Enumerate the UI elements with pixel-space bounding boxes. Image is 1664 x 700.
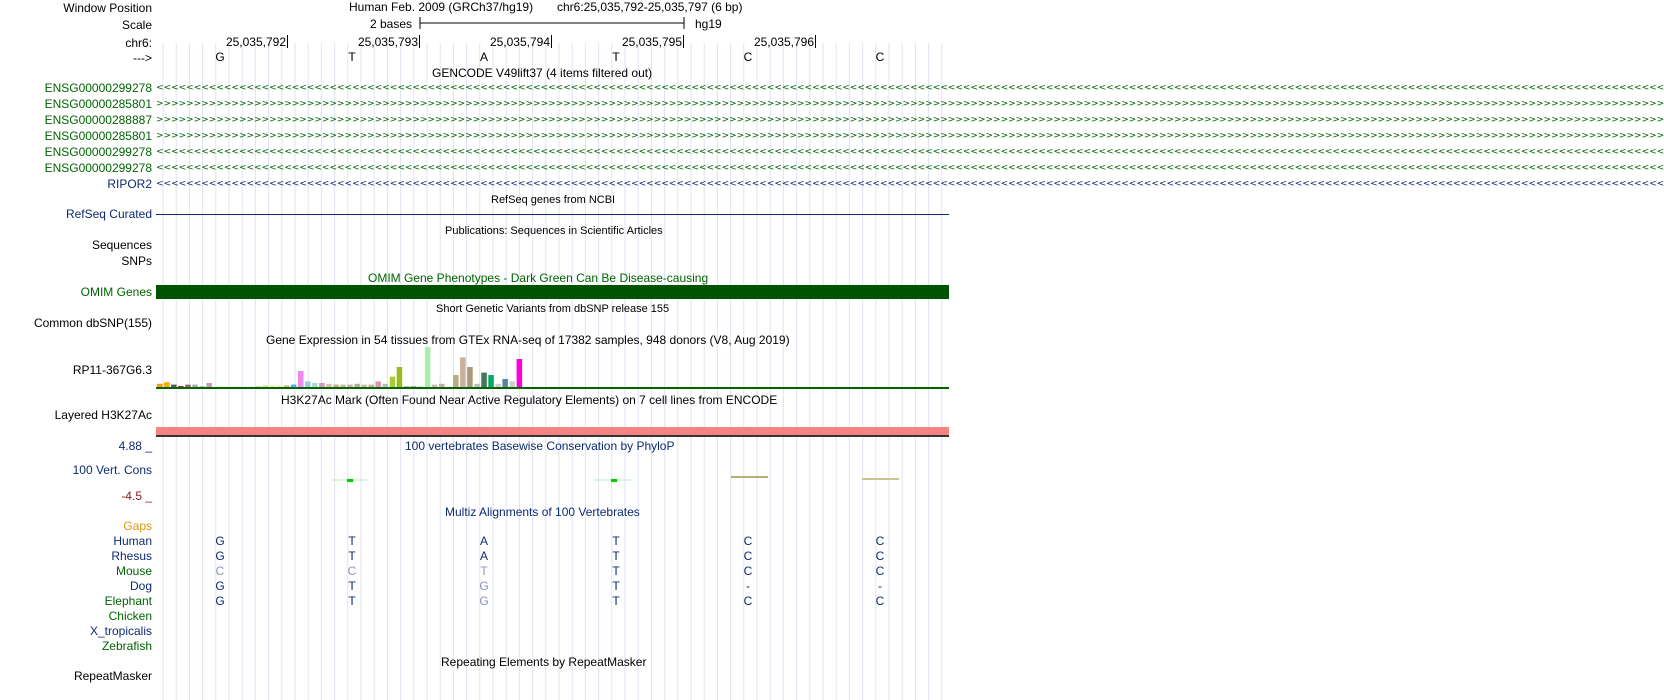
chrom-label: chr6: xyxy=(125,36,152,50)
gtex-tissue-bar[interactable] xyxy=(185,385,191,387)
alignment-base: T xyxy=(612,549,620,563)
cons-mark xyxy=(611,479,617,482)
multiz-title[interactable]: Multiz Alignments of 100 Vertebrates xyxy=(445,505,640,519)
gencode-gene-bar[interactable]: >>>>>>>>>>>>>>>>>>>>>>>>>>>>>>>>>>>>>>>>>>>>>>>>>>>>>>>>>>>>>>>>>>>>>>>>>>>>>>>>>>>>>>>>>>>>>>>>>>>>>>>>>>>>>>>>>>>>>>>>>>>>>>>>>>>>>>>>>>>>>>>>>>>>>>>>>>>>>>>>>>>>>>>>>>>>>>>>>>>>>>>>>>>>>>>>>>>>>>>> xyxy=(156,99,1664,109)
alignment-base: T xyxy=(348,534,356,548)
alignment-base: T xyxy=(480,564,488,578)
gtex-tissue-bar[interactable] xyxy=(502,379,508,387)
gtex-gene-label[interactable]: RP11-367G6.3 xyxy=(72,363,152,377)
base-letter: C xyxy=(875,50,885,64)
alignment-base: C xyxy=(875,549,885,563)
gtex-tissue-bar[interactable] xyxy=(206,383,212,387)
alignment-base: A xyxy=(479,534,488,548)
gtex-tissue-bar[interactable] xyxy=(453,375,459,387)
gencode-gene-bar[interactable]: >>>>>>>>>>>>>>>>>>>>>>>>>>>>>>>>>>>>>>>>>>>>>>>>>>>>>>>>>>>>>>>>>>>>>>>>>>>>>>>>>>>>>>>>>>>>>>>>>>>>>>>>>>>>>>>>>>>>>>>>>>>>>>>>>>>>>>>>>>>>>>>>>>>>>>>>>>>>>>>>>>>>>>>>>>>>>>>>>>>>>>>>>>>>>>>>>>>>>>>> xyxy=(156,131,1664,141)
species-label[interactable]: Human xyxy=(113,534,152,548)
base-letter: T xyxy=(612,50,620,64)
gtex-tissue-bar[interactable] xyxy=(517,359,523,387)
alignment-base: - xyxy=(878,579,882,593)
assembly-title: Human Feb. 2009 (GRCh37/hg19) xyxy=(349,0,534,14)
alignment-base: G xyxy=(215,579,225,593)
gtex-tissue-bar[interactable] xyxy=(446,386,452,387)
scale-label: Scale xyxy=(121,18,152,32)
ruler-tick xyxy=(683,35,684,48)
ruler-position: 25,035,792 xyxy=(225,35,286,49)
gtex-tissue-bar[interactable] xyxy=(418,386,424,387)
publications-title[interactable]: Publications: Sequences in Scientific Articles xyxy=(445,225,663,237)
gencode-gene-bar[interactable]: <<<<<<<<<<<<<<<<<<<<<<<<<<<<<<<<<<<<<<<<<<<<<<<<<<<<<<<<<<<<<<<<<<<<<<<<<<<<<<<<<<<<<<<<<<<<<<<<<<<<<<<<<<<<<<<<<<<<<<<<<<<<<<<<<<<<<<<<<<<<<<<<<<<<<<<<<<<<<<<<<<<<<<<<<<<<<<<<<<<<<<<<<<<<<<<<<<<<<<<< xyxy=(156,163,1664,173)
species-label[interactable]: Dog xyxy=(129,579,152,593)
gtex-tissue-bar[interactable] xyxy=(340,385,346,387)
gtex-tissue-bar[interactable] xyxy=(298,371,304,387)
alignment-base: T xyxy=(348,549,356,563)
position-title: chr6:25,035,792-25,035,797 (6 bp) xyxy=(557,0,743,14)
gtex-title[interactable]: Gene Expression in 54 tissues from GTEx RNA-seq of 17382 samples, 948 donors (V8, Aug 2019) xyxy=(266,333,790,347)
alignment-base: C xyxy=(347,564,357,578)
base-letter: G xyxy=(215,50,225,64)
ruler-position: 25,035,794 xyxy=(489,35,550,49)
scale-bar xyxy=(418,15,688,31)
gaps-label[interactable]: Gaps xyxy=(123,519,152,533)
repeatmasker-label[interactable]: RepeatMasker xyxy=(73,669,152,683)
gtex-tissue-bar[interactable] xyxy=(411,386,417,387)
gtex-tissue-bar[interactable] xyxy=(249,386,255,387)
gtex-tissue-bar[interactable] xyxy=(312,383,318,387)
scale-value: 2 bases xyxy=(370,17,413,31)
gtex-tissue-bar[interactable] xyxy=(178,386,184,387)
gtex-tissue-bar[interactable] xyxy=(481,373,487,387)
alignment-base: G xyxy=(215,549,225,563)
gtex-tissue-bar[interactable] xyxy=(192,385,198,387)
refseq-title[interactable]: RefSeq genes from NCBI xyxy=(491,194,616,206)
gencode-title[interactable]: GENCODE V49lift37 (4 items filtered out) xyxy=(432,66,653,80)
gencode-gene-bar[interactable]: >>>>>>>>>>>>>>>>>>>>>>>>>>>>>>>>>>>>>>>>>>>>>>>>>>>>>>>>>>>>>>>>>>>>>>>>>>>>>>>>>>>>>>>>>>>>>>>>>>>>>>>>>>>>>>>>>>>>>>>>>>>>>>>>>>>>>>>>>>>>>>>>>>>>>>>>>>>>>>>>>>>>>>>>>>>>>>>>>>>>>>>>>>>>>>>>>>>>>>>> xyxy=(156,115,1664,125)
ruler-tick xyxy=(419,35,420,48)
alignment-base: A xyxy=(479,549,488,563)
gencode-gene-bar[interactable]: <<<<<<<<<<<<<<<<<<<<<<<<<<<<<<<<<<<<<<<<<<<<<<<<<<<<<<<<<<<<<<<<<<<<<<<<<<<<<<<<<<<<<<<<<<<<<<<<<<<<<<<<<<<<<<<<<<<<<<<<<<<<<<<<<<<<<<<<<<<<<<<<<<<<<<<<<<<<<<<<<<<<<<<<<<<<<<<<<<<<<<<<<<<<<<<<<<<<<<<< xyxy=(156,83,1664,93)
gtex-expression-plot[interactable] xyxy=(156,346,949,390)
conservation-label[interactable]: 100 Vert. Cons xyxy=(72,463,152,477)
alignment-base: C xyxy=(743,594,753,608)
alignment-base: C xyxy=(215,564,225,578)
conservation-plot[interactable] xyxy=(156,470,949,486)
alignment-base: T xyxy=(348,594,356,608)
alignment-base: C xyxy=(743,534,753,548)
gtex-tissue-bar[interactable] xyxy=(319,383,325,387)
species-label[interactable]: Zebrafish xyxy=(101,639,152,653)
omim-label[interactable]: OMIM Genes xyxy=(80,285,152,299)
alignment-base: C xyxy=(875,564,885,578)
ruler-tick xyxy=(551,35,552,48)
cons-max-label: 4.88 _ xyxy=(118,439,152,453)
gtex-tissue-bar[interactable] xyxy=(369,385,375,387)
h3k27ac-signal[interactable] xyxy=(156,427,949,435)
alignment-base: T xyxy=(612,579,620,593)
gtex-tissue-bar[interactable] xyxy=(291,385,297,387)
gencode-gene-label[interactable]: ENSG00000288887 xyxy=(44,113,152,127)
alignment-base: C xyxy=(875,534,885,548)
gtex-tissue-bar[interactable] xyxy=(242,386,248,387)
gtex-tissue-bar[interactable] xyxy=(510,381,516,387)
gencode-gene-label[interactable]: ENSG00000299278 xyxy=(44,161,152,175)
gtex-tissue-bar[interactable] xyxy=(171,385,177,387)
alignment-base: C xyxy=(875,594,885,608)
sequences-label[interactable]: Sequences xyxy=(91,238,152,252)
gtex-tissue-bar[interactable] xyxy=(256,386,262,387)
gencode-gene-label[interactable]: ENSG00000285801 xyxy=(44,129,152,143)
gtex-tissue-bar[interactable] xyxy=(347,385,353,387)
gtex-tissue-bar[interactable] xyxy=(361,385,367,387)
h3k27ac-baseline xyxy=(156,435,949,437)
gtex-tissue-bar[interactable] xyxy=(474,384,480,387)
h3k27ac-label[interactable]: Layered H3K27Ac xyxy=(54,408,152,422)
ruler-position: 25,035,796 xyxy=(753,35,814,49)
alignment-base: G xyxy=(215,534,225,548)
gtex-tissue-bar[interactable] xyxy=(284,385,290,387)
omim-title[interactable]: OMIM Gene Phenotypes - Dark Green Can Be Disease-causing xyxy=(368,271,709,285)
species-label[interactable]: Mouse xyxy=(115,564,152,578)
dbsnp-label[interactable]: Common dbSNP(155) xyxy=(33,316,152,330)
gtex-tissue-bar[interactable] xyxy=(305,381,311,387)
gencode-gene-label[interactable]: ENSG00000299278 xyxy=(44,81,152,95)
gtex-tissue-bar[interactable] xyxy=(376,381,382,387)
gencode-gene-label[interactable]: ENSG00000299278 xyxy=(44,145,152,159)
gtex-tissue-bar[interactable] xyxy=(164,382,170,387)
gencode-gene-bar[interactable]: <<<<<<<<<<<<<<<<<<<<<<<<<<<<<<<<<<<<<<<<<<<<<<<<<<<<<<<<<<<<<<<<<<<<<<<<<<<<<<<<<<<<<<<<<<<<<<<<<<<<<<<<<<<<<<<<<<<<<<<<<<<<<<<<<<<<<<<<<<<<<<<<<<<<<<<<<<<<<<<<<<<<<<<<<<<<<<<<<<<<<<<<<<<<<<<<<<<<<<<< xyxy=(156,147,1664,157)
alignment-base: T xyxy=(612,564,620,578)
base-letter: A xyxy=(479,50,488,64)
alignment-base: C xyxy=(743,564,753,578)
species-label[interactable]: Rhesus xyxy=(111,549,152,563)
refseq-gene-line[interactable] xyxy=(156,214,949,215)
gtex-tissue-bar[interactable] xyxy=(383,384,389,387)
species-label[interactable]: Chicken xyxy=(108,609,152,623)
repeatmasker-title[interactable]: Repeating Elements by RepeatMasker xyxy=(441,655,647,669)
cons-mark xyxy=(347,479,353,482)
base-letter: C xyxy=(743,50,753,64)
gtex-tissue-bar[interactable] xyxy=(228,386,234,387)
dbsnp-title[interactable]: Short Genetic Variants from dbSNP release 155 xyxy=(436,303,670,315)
gencode-gene-bar[interactable]: <<<<<<<<<<<<<<<<<<<<<<<<<<<<<<<<<<<<<<<<<<<<<<<<<<<<<<<<<<<<<<<<<<<<<<<<<<<<<<<<<<<<<<<<<<<<<<<<<<<<<<<<<<<<<<<<<<<<<<<<<<<<<<<<<<<<<<<<<<<<<<<<<<<<<<<<<<<<<<<<<<<<<<<<<<<<<<<<<<<<<<<<<<<<<<<<<<<<<<<< xyxy=(156,179,1664,189)
alignment-base: C xyxy=(743,549,753,563)
alignment-base: T xyxy=(612,534,620,548)
snps-label[interactable]: SNPs xyxy=(121,254,152,268)
gtex-tissue-bar[interactable] xyxy=(157,384,163,387)
ruler-position: 25,035,793 xyxy=(357,35,418,49)
strand-label: ---> xyxy=(133,51,152,65)
alignment-base: - xyxy=(746,579,750,593)
gencode-gene-label[interactable]: RIPOR2 xyxy=(107,177,152,191)
species-label[interactable]: X_tropicalis xyxy=(89,624,152,638)
alignment-base: G xyxy=(479,594,489,608)
alignment-base: G xyxy=(479,579,489,593)
cons-min-label: -4.5 _ xyxy=(121,489,152,503)
alignment-base: G xyxy=(215,594,225,608)
gtex-tissue-bar[interactable] xyxy=(432,385,438,387)
h3k27ac-title[interactable]: H3K27Ac Mark (Often Found Near Active Regulatory Elements) on 7 cell lines from ENCODE xyxy=(281,393,778,407)
species-label[interactable]: Elephant xyxy=(104,594,152,608)
gtex-tissue-bar[interactable] xyxy=(333,385,339,387)
refseq-label[interactable]: RefSeq Curated xyxy=(65,207,152,221)
gtex-tissue-bar[interactable] xyxy=(460,357,466,387)
alignment-base: T xyxy=(348,579,356,593)
gtex-tissue-bar[interactable] xyxy=(199,386,205,387)
gtex-tissue-bar[interactable] xyxy=(354,384,360,387)
gtex-tissue-bar[interactable] xyxy=(235,386,241,387)
gtex-tissue-bar[interactable] xyxy=(495,384,501,387)
gtex-tissue-bar[interactable] xyxy=(397,367,403,387)
gtex-tissue-bar[interactable] xyxy=(467,367,473,387)
ruler-tick xyxy=(815,35,816,48)
gtex-tissue-bar[interactable] xyxy=(404,386,410,387)
ruler-tick xyxy=(287,35,288,48)
conservation-title[interactable]: 100 vertebrates Basewise Conservation by PhyloP xyxy=(405,439,675,453)
gencode-gene-label[interactable]: ENSG00000285801 xyxy=(44,97,152,111)
gtex-tissue-bar[interactable] xyxy=(390,377,396,387)
gtex-tissue-bar[interactable] xyxy=(277,385,283,387)
gtex-tissue-bar[interactable] xyxy=(220,386,226,387)
gtex-tissue-bar[interactable] xyxy=(263,385,269,387)
gtex-tissue-bar[interactable] xyxy=(270,385,276,387)
gtex-tissue-bar[interactable] xyxy=(439,384,445,387)
alignment-base: T xyxy=(612,594,620,608)
gtex-tissue-bar[interactable] xyxy=(326,384,332,387)
omim-gene-bar[interactable] xyxy=(156,285,949,299)
gtex-tissue-bar[interactable] xyxy=(488,375,494,387)
ruler-position: 25,035,795 xyxy=(621,35,682,49)
scale-db: hg19 xyxy=(695,17,722,31)
window-position-label: Window Position xyxy=(63,1,152,15)
gtex-tissue-bar[interactable] xyxy=(213,386,219,387)
base-letter: T xyxy=(348,50,356,64)
gtex-tissue-bar[interactable] xyxy=(425,347,431,387)
